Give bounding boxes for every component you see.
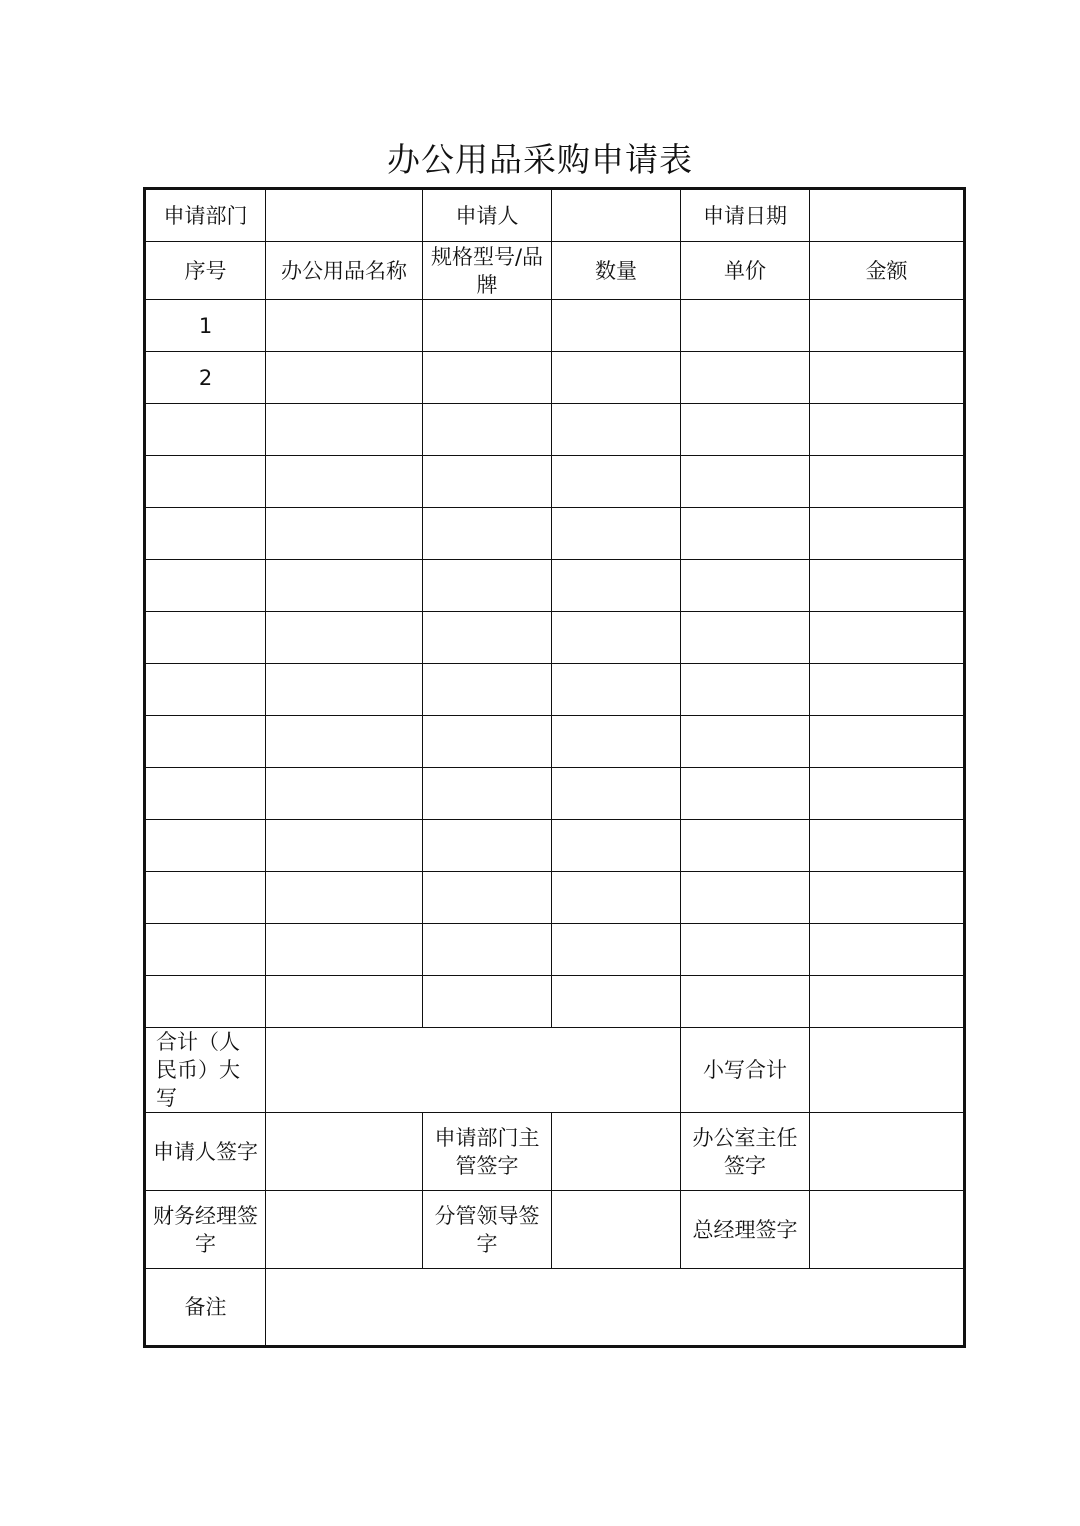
quantity-cell[interactable] <box>552 508 681 560</box>
no-cell <box>145 612 266 664</box>
no-cell <box>145 820 266 872</box>
quantity-cell[interactable] <box>552 768 681 820</box>
total-row <box>145 1028 965 1113</box>
no-cell <box>145 976 266 1028</box>
quantity-cell[interactable] <box>552 820 681 872</box>
column-header-spec: 规格型号/品牌 <box>423 242 552 300</box>
amount-cell[interactable] <box>810 924 965 976</box>
spec-cell[interactable] <box>423 560 552 612</box>
item-name-cell[interactable] <box>266 508 423 560</box>
spec-cell[interactable] <box>423 300 552 352</box>
item-name-cell[interactable] <box>266 352 423 404</box>
column-header-quantity: 数量 <box>552 242 681 300</box>
amount-cell[interactable] <box>810 300 965 352</box>
office-director-signature-field[interactable] <box>810 1113 965 1191</box>
amount-cell[interactable] <box>810 404 965 456</box>
division-leader-signature-field[interactable] <box>552 1191 681 1269</box>
unit-price-cell[interactable] <box>681 664 810 716</box>
table-row <box>145 456 965 508</box>
dept-label: 申请部门 <box>145 189 266 242</box>
remarks-label: 备注 <box>145 1269 266 1347</box>
table-row <box>145 664 965 716</box>
column-header-row <box>145 242 965 300</box>
unit-price-cell[interactable] <box>681 560 810 612</box>
unit-price-cell[interactable] <box>681 820 810 872</box>
unit-price-cell[interactable] <box>681 768 810 820</box>
applicant-label: 申请人 <box>423 189 552 242</box>
spec-cell[interactable] <box>423 456 552 508</box>
item-name-cell[interactable] <box>266 716 423 768</box>
finance-manager-signature-label: 财务经理签字 <box>145 1191 266 1269</box>
table-row <box>145 872 965 924</box>
amount-cell[interactable] <box>810 612 965 664</box>
column-header-item-name: 办公用品名称 <box>266 242 423 300</box>
amount-cell[interactable] <box>810 872 965 924</box>
division-leader-signature-label: 分管领导签字 <box>423 1191 552 1269</box>
spec-cell[interactable] <box>423 924 552 976</box>
dept-field[interactable] <box>266 189 423 242</box>
purchase-request-table <box>143 187 966 1348</box>
total-uppercase-field[interactable] <box>266 1028 681 1113</box>
dept-head-signature-field[interactable] <box>552 1113 681 1191</box>
total-lowercase-label: 小写合计 <box>681 1028 810 1113</box>
office-director-signature-label: 办公室主任签字 <box>681 1113 810 1191</box>
quantity-cell[interactable] <box>552 976 681 1028</box>
remarks-row <box>145 1269 965 1347</box>
no-cell <box>145 404 266 456</box>
date-field[interactable] <box>810 189 965 242</box>
table-row <box>145 716 965 768</box>
no-cell: 1 <box>145 300 266 352</box>
table-row <box>145 976 965 1028</box>
unit-price-cell[interactable] <box>681 872 810 924</box>
spec-cell[interactable] <box>423 768 552 820</box>
item-name-cell[interactable] <box>266 612 423 664</box>
unit-price-cell[interactable] <box>681 456 810 508</box>
quantity-cell[interactable] <box>552 716 681 768</box>
table-row <box>145 924 965 976</box>
item-name-cell[interactable] <box>266 300 423 352</box>
general-manager-signature-field[interactable] <box>810 1191 965 1269</box>
item-name-cell[interactable] <box>266 768 423 820</box>
amount-cell[interactable] <box>810 508 965 560</box>
applicant-signature-label: 申请人签字 <box>145 1113 266 1191</box>
amount-cell[interactable] <box>810 456 965 508</box>
quantity-cell[interactable] <box>552 352 681 404</box>
quantity-cell[interactable] <box>552 560 681 612</box>
unit-price-cell[interactable] <box>681 924 810 976</box>
table-row <box>145 820 965 872</box>
quantity-cell[interactable] <box>552 872 681 924</box>
applicant-field[interactable] <box>552 189 681 242</box>
amount-cell[interactable] <box>810 976 965 1028</box>
unit-price-cell[interactable] <box>681 976 810 1028</box>
amount-cell[interactable] <box>810 820 965 872</box>
no-cell <box>145 456 266 508</box>
signature-row-2 <box>145 1191 965 1269</box>
item-name-cell[interactable] <box>266 820 423 872</box>
quantity-cell[interactable] <box>552 924 681 976</box>
no-cell <box>145 508 266 560</box>
spec-cell[interactable] <box>423 404 552 456</box>
quantity-cell[interactable] <box>552 612 681 664</box>
form-title: 办公用品采购申请表 <box>387 140 693 179</box>
item-name-cell[interactable] <box>266 976 423 1028</box>
no-cell <box>145 560 266 612</box>
applicant-signature-field[interactable] <box>266 1113 423 1191</box>
item-name-cell[interactable] <box>266 560 423 612</box>
general-manager-signature-label: 总经理签字 <box>681 1191 810 1269</box>
dept-head-signature-label: 申请部门主管签字 <box>423 1113 552 1191</box>
item-name-cell[interactable] <box>266 404 423 456</box>
total-lowercase-field[interactable] <box>810 1028 965 1113</box>
no-cell: 2 <box>145 352 266 404</box>
no-cell <box>145 924 266 976</box>
no-cell <box>145 716 266 768</box>
table-row <box>145 404 965 456</box>
quantity-cell[interactable] <box>552 404 681 456</box>
item-name-cell[interactable] <box>266 664 423 716</box>
table-row <box>145 352 965 404</box>
unit-price-cell[interactable] <box>681 300 810 352</box>
amount-cell[interactable] <box>810 768 965 820</box>
quantity-cell[interactable] <box>552 664 681 716</box>
unit-price-cell[interactable] <box>681 508 810 560</box>
column-header-no: 序号 <box>145 242 266 300</box>
remarks-field[interactable] <box>266 1269 965 1347</box>
amount-cell[interactable] <box>810 352 965 404</box>
item-name-cell[interactable] <box>266 872 423 924</box>
table-row <box>145 560 965 612</box>
spec-cell[interactable] <box>423 664 552 716</box>
total-uppercase-label: 合计（人民币）大写 <box>145 1028 266 1113</box>
table-row <box>145 768 965 820</box>
unit-price-cell[interactable] <box>681 716 810 768</box>
no-cell <box>145 768 266 820</box>
item-name-cell[interactable] <box>266 924 423 976</box>
amount-cell[interactable] <box>810 560 965 612</box>
unit-price-cell[interactable] <box>681 612 810 664</box>
spec-cell[interactable] <box>423 352 552 404</box>
spec-cell[interactable] <box>423 716 552 768</box>
spec-cell[interactable] <box>423 612 552 664</box>
finance-manager-signature-field[interactable] <box>266 1191 423 1269</box>
spec-cell[interactable] <box>423 976 552 1028</box>
table-row <box>145 300 965 352</box>
header-row <box>145 189 965 242</box>
column-header-unit-price: 单价 <box>681 242 810 300</box>
table-row <box>145 508 965 560</box>
item-name-cell[interactable] <box>266 456 423 508</box>
unit-price-cell[interactable] <box>681 352 810 404</box>
amount-cell[interactable] <box>810 716 965 768</box>
signature-row-1 <box>145 1113 965 1191</box>
no-cell <box>145 872 266 924</box>
amount-cell[interactable] <box>810 664 965 716</box>
spec-cell[interactable] <box>423 508 552 560</box>
no-cell <box>145 664 266 716</box>
unit-price-cell[interactable] <box>681 404 810 456</box>
quantity-cell[interactable] <box>552 456 681 508</box>
spec-cell[interactable] <box>423 820 552 872</box>
date-label: 申请日期 <box>681 189 810 242</box>
column-header-amount: 金额 <box>810 242 965 300</box>
table-row <box>145 612 965 664</box>
quantity-cell[interactable] <box>552 300 681 352</box>
spec-cell[interactable] <box>423 872 552 924</box>
